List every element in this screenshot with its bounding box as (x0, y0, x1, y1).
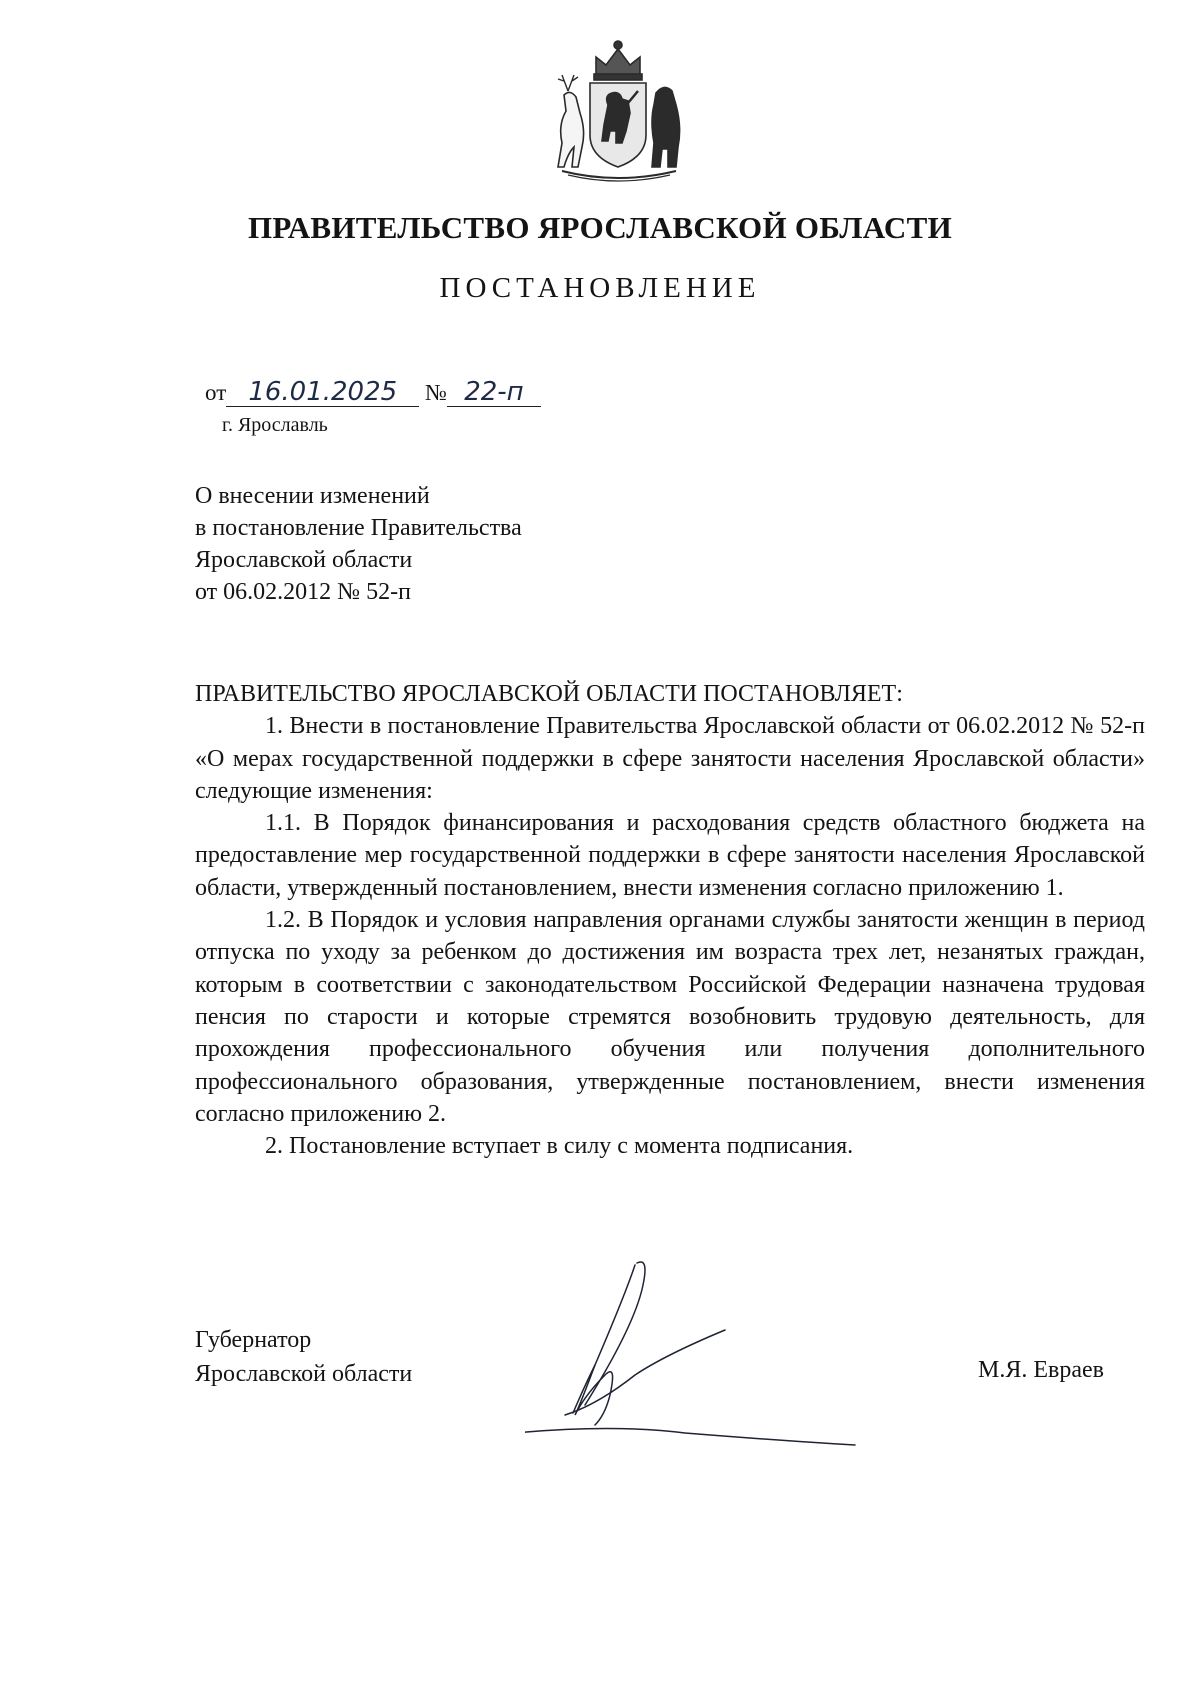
document-type: ПОСТАНОВЛЕНИЕ (439, 272, 761, 304)
subject-line: О внесении изменений (195, 483, 430, 509)
organization-title: ПРАВИТЕЛЬСТВО ЯРОСЛАВСКОЙ ОБЛАСТИ (248, 210, 952, 245)
paragraph: 1.1. В Порядок финансирования и расходования средств областного бюджета на предоставление мер государственной поддержки в сфере занятости населения Ярославской области, утвержденный постановлением, внести изменения согласно приложению 1. (195, 810, 1145, 901)
date-prefix: от (205, 380, 227, 405)
paragraph: 1.2. В Порядок и условия направления органами службы занятости женщин в период отпуска по уходу за ребенком до достижения им возраста трех лет, незанятых граждан, которым в соответствии с законодательством Российской Федерации назначена трудовая пенсия по старости и которые стремятся возобновить трудовую деятельность, для прохождения профессионального обучения или получения дополнительного профессионального образования, утвержденные постановлением, внести изменения согласно приложению 2. (195, 907, 1145, 1127)
subject-line: Ярославской области (195, 547, 413, 573)
handwritten-date: 16.01.2025 (226, 378, 419, 407)
handwritten-signature (525, 1255, 945, 1465)
position-line: Ярославской области (195, 1361, 413, 1387)
signatory-name: М.Я. Евраев (978, 1357, 1104, 1383)
document-body (195, 678, 1145, 1162)
number-prefix: № (425, 380, 447, 405)
subject-line: в постановление Правительства (195, 515, 522, 541)
preamble: ПРАВИТЕЛЬСТВО ЯРОСЛАВСКОЙ ОБЛАСТИ ПОСТАНОВЛЯЕТ: (195, 681, 903, 707)
subject-line: от 06.02.2012 № 52-п (195, 579, 411, 605)
position-line: Губернатор (195, 1327, 312, 1353)
date-number-line (205, 378, 541, 407)
handwritten-number: 22-п (447, 378, 541, 407)
signatory-position (195, 1323, 412, 1391)
paragraph: 2. Постановление вступает в силу с момента подписания. (265, 1133, 854, 1160)
subject-block (195, 480, 522, 608)
paragraph: 1. Внести в постановление Правительства Ярославской области от 06.02.2012 № 52-п «О мерах государственной поддержки в сфере занятости населения Ярославской области» следующие изменения: (195, 713, 1145, 804)
city: г. Ярославль (222, 414, 328, 436)
coat-of-arms-emblem (538, 35, 698, 185)
